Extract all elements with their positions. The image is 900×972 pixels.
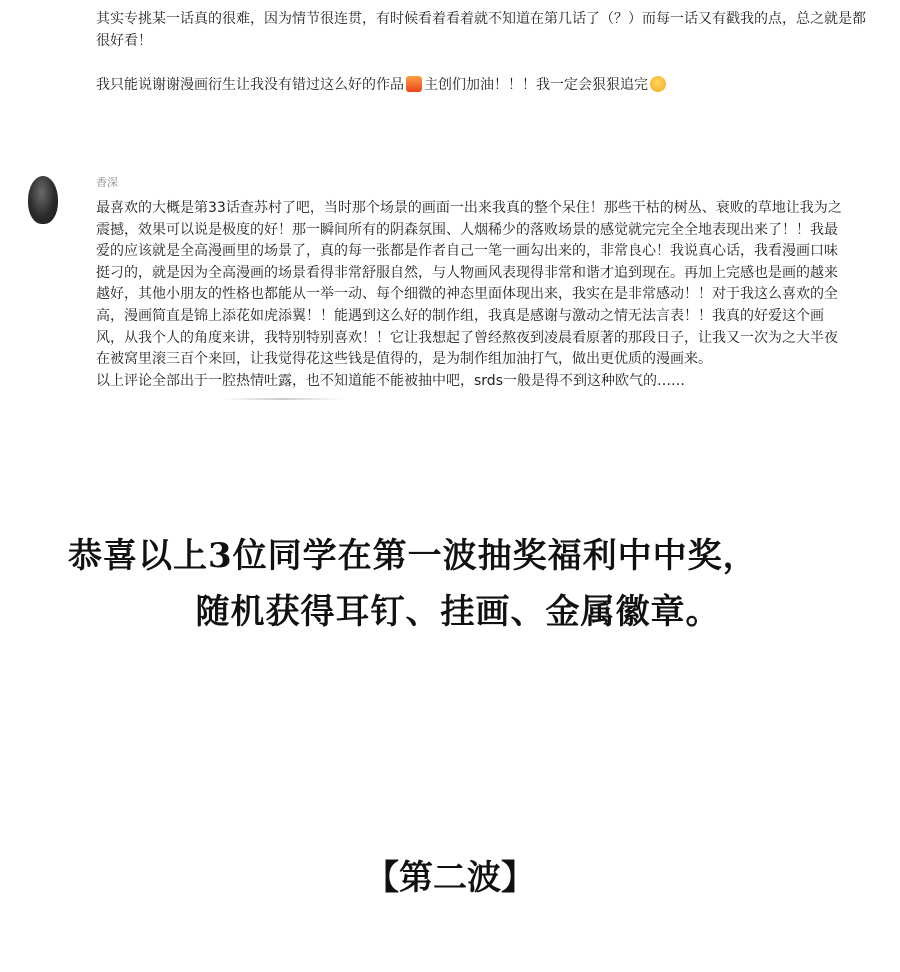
comment-line: 爱的应该就是全高漫画里的场景了，真的每一张都是作者自己一笔一画勾出来的，非常良心！我说真心话，我看漫画口味	[96, 243, 838, 260]
comment-line: 风，从我个人的角度来讲，我特别特别喜欢！！它让我想起了曾经熬夜到凌晨看原著的那段日子，让我又一次为之大半夜	[96, 329, 838, 346]
comment-paragraph-2-text-a: 我只能说谢谢漫画衍生让我没有错过这么好的作品	[96, 77, 404, 93]
comment-line: 越好，其他小朋友的性格也都能从一举一动、每个细微的神态里面体现出来，我实在是非常感动！！对于我这么喜欢的全	[96, 286, 838, 303]
comment-line: 挺刁的，就是因为全高漫画的场景看得非常舒服自然，与人物画风表现得非常和谐才追到现在。再加上完感也是画的越来	[96, 264, 838, 281]
comment-username[interactable]: 香深	[96, 176, 118, 189]
comment-line: 以上评论全部出于一腔热情吐露，也不知道能不能被抽中吧，srds一般是得不到这种欧气的……	[96, 372, 685, 389]
comment-line: 在被窝里滚三百个来回，让我觉得花这些钱是值得的，是为制作组加油打气，做出更优质的漫画来。	[96, 351, 712, 368]
avatar[interactable]	[28, 176, 58, 224]
comment-line: 最喜欢的大概是第33话查苏村了吧，当时那个场景的画面一出来我真的整个呆住！那些干枯的树丛、衰败的草地让我为之	[96, 200, 842, 216]
comment-paragraph-2	[96, 74, 876, 96]
comment-paragraph-1: 其实专挑某一话真的很难，因为情节很连贯，有时候看着看着就不知道在第几话了（？）而每一话又有戳我的点，总之就是都很好看！	[96, 11, 866, 49]
announcement-line-1: 恭喜以上3位同学在第一波抽奖福利中中奖，	[68, 536, 758, 576]
fire-emoji-icon	[406, 76, 422, 92]
announcement-line-2: 随机获得耳钉、挂画、金属徽章。	[195, 592, 721, 632]
divider	[222, 398, 342, 400]
first-comment	[0, 8, 900, 96]
comment-paragraph-2-text-b: 主创们加油！！！我一定会狠狠追完	[424, 77, 648, 93]
comment-line: 震撼，效果可以说是极度的好！那一瞬间所有的阴森氛围、人烟稀少的落败场景的感觉就完完全全地表现出来了！！我最	[96, 221, 838, 238]
comment-line: 高，漫画简直是锦上添花如虎添翼！！能遇到这么好的制作组，我真是感谢与激动之情无法言表！！我真的好爱这个画	[96, 307, 824, 324]
comment-body	[96, 198, 876, 392]
section-title-second-wave: 【第二波】	[365, 858, 535, 898]
crying-face-emoji-icon	[650, 76, 666, 92]
